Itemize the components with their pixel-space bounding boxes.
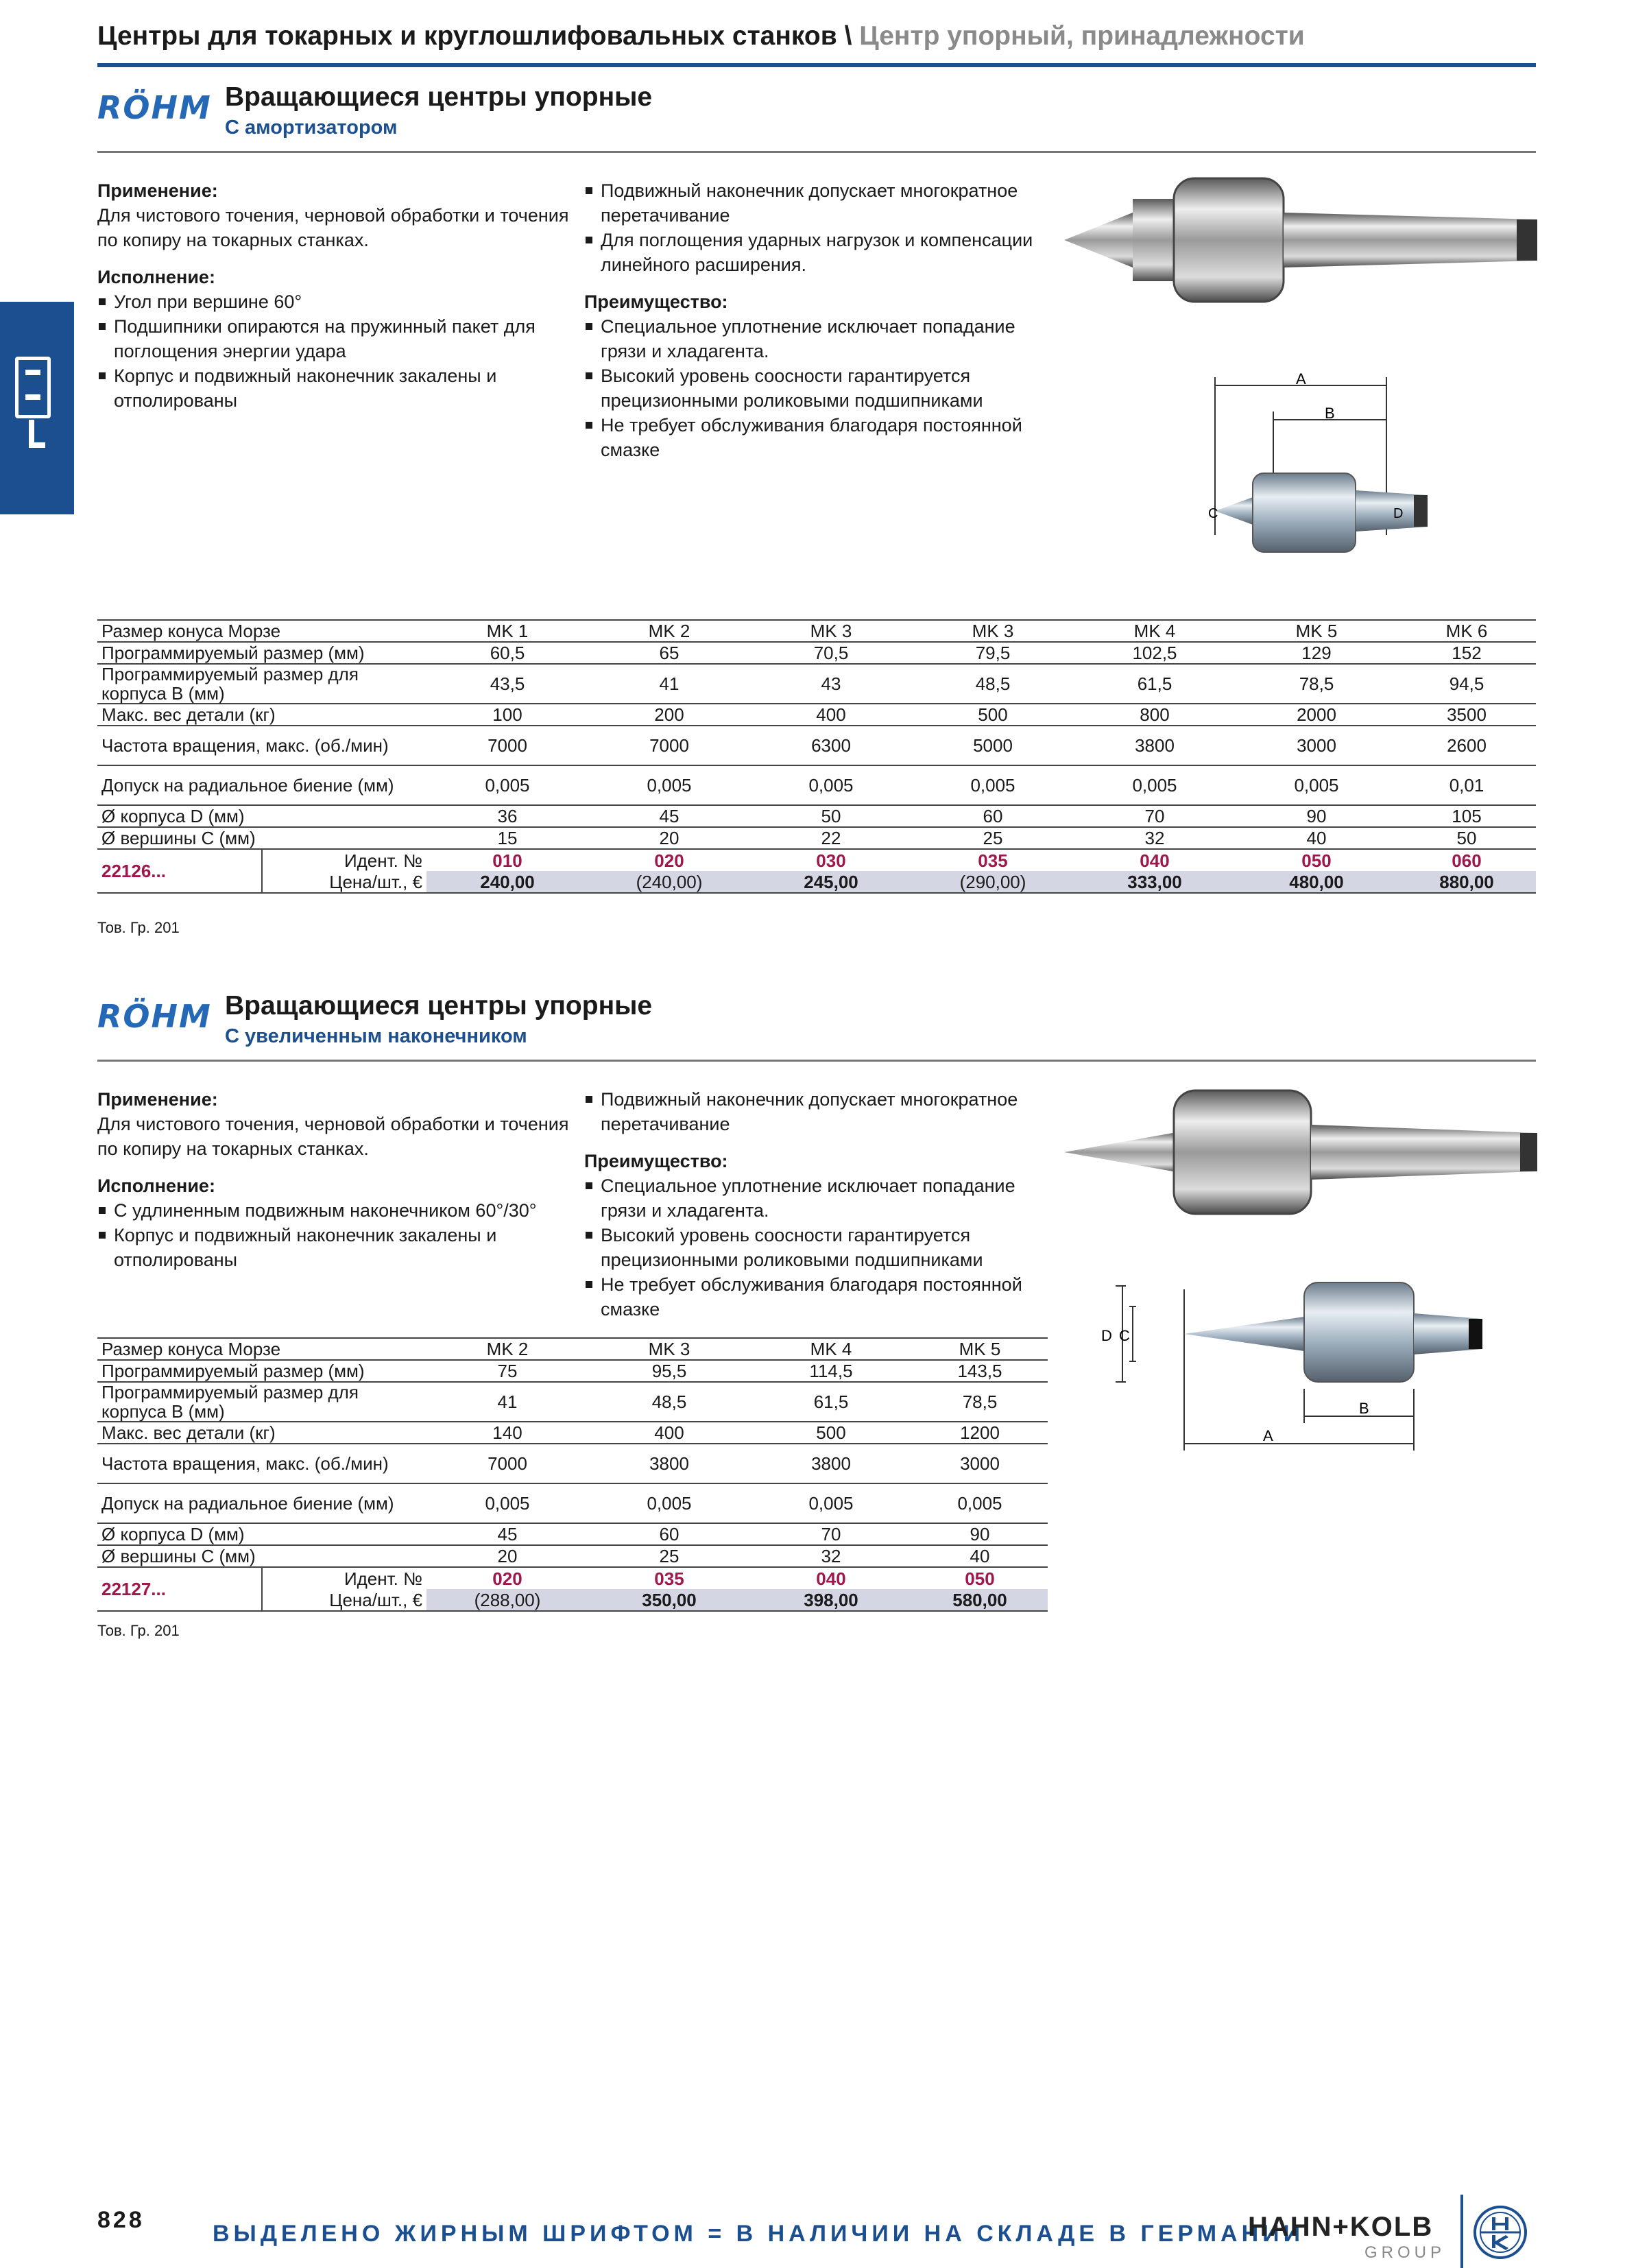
table-cell: 0,005 xyxy=(912,765,1074,805)
list-item: Корпус и подвижный наконечник закалены и отполированы xyxy=(97,363,570,413)
table-cell: 61,5 xyxy=(750,1382,912,1422)
dim-label-c: C xyxy=(1119,1327,1130,1344)
table-row xyxy=(97,664,1536,704)
table-row xyxy=(97,1338,1048,1360)
table-cell: MK 5 xyxy=(912,1338,1048,1360)
row-label: Размер конуса Морзе xyxy=(97,1338,426,1360)
section-subtitle: С увеличенным наконечником xyxy=(225,1025,527,1047)
table-cell: 90 xyxy=(912,1523,1048,1545)
table-cell: 102,5 xyxy=(1074,642,1236,664)
row-label: Макс. вес детали (кг) xyxy=(97,704,426,726)
table-row xyxy=(97,1444,1048,1483)
table-cell: 15 xyxy=(426,827,588,849)
table-cell: 400 xyxy=(750,704,912,726)
list-item: Подвижный наконечник допускает многократное перетачивание xyxy=(584,1087,1050,1136)
spec-table xyxy=(97,1337,1048,1612)
table-cell: MK 2 xyxy=(426,1338,588,1360)
ident-number: 040 xyxy=(1140,850,1170,871)
execution-list xyxy=(97,289,570,413)
list-item: Для поглощения ударных нагрузок и компенсации линейного расширения. xyxy=(584,228,1050,277)
price-value: 245,00 xyxy=(750,871,912,893)
table-cell: 70 xyxy=(1074,805,1236,827)
table-cell: 0,005 xyxy=(1074,765,1236,805)
header-title: Центры для токарных и круглошлифовальных станков xyxy=(97,21,837,51)
row-label: Допуск на радиальное биение (мм) xyxy=(97,1483,426,1523)
price-value: 350,00 xyxy=(588,1589,750,1611)
brand-divider xyxy=(1460,2195,1463,2268)
table-cell: 41 xyxy=(588,664,750,704)
table-cell: 36 xyxy=(426,805,588,827)
table-row xyxy=(97,1422,1048,1444)
price-value: (240,00) xyxy=(588,871,750,893)
table-cell: MK 4 xyxy=(750,1338,912,1360)
dimension-diagram xyxy=(1085,1279,1482,1485)
table-cell: 3000 xyxy=(1236,726,1397,765)
lathe-center-icon xyxy=(15,357,51,418)
table-cell: 0,01 xyxy=(1397,765,1536,805)
table-cell: 100 xyxy=(426,704,588,726)
features-column xyxy=(584,178,1050,462)
ident-label: Идент. № xyxy=(344,850,422,871)
application-heading: Применение: xyxy=(97,180,218,201)
hahn-kolb-logo xyxy=(1248,2212,1446,2262)
table-row xyxy=(97,1523,1048,1545)
dim-label-d: D xyxy=(1393,506,1404,521)
ident-number: 030 xyxy=(816,850,846,871)
ident-row xyxy=(97,1567,1048,1589)
product-group-note: Тов. Гр. 201 xyxy=(97,1622,180,1639)
table-cell: MK 6 xyxy=(1397,620,1536,642)
table-cell: 3000 xyxy=(912,1444,1048,1483)
price-label: Цена/шт., € xyxy=(262,1589,426,1611)
product-group-note: Тов. Гр. 201 xyxy=(97,919,180,936)
list-item: С удлиненным подвижным наконечником 60°/30° xyxy=(97,1198,570,1223)
table-cell: 60 xyxy=(588,1523,750,1545)
execution-list xyxy=(97,1198,570,1272)
row-label: Ø корпуса D (мм) xyxy=(97,805,426,827)
table-cell: 45 xyxy=(426,1523,588,1545)
table-cell: 95,5 xyxy=(588,1360,750,1382)
dim-label-b: B xyxy=(1359,1400,1369,1417)
list-item: Угол при вершине 60° xyxy=(97,289,570,314)
section-divider xyxy=(97,151,1536,153)
table-row xyxy=(97,765,1536,805)
row-label: Размер конуса Морзе xyxy=(97,620,426,642)
table-row xyxy=(97,827,1536,849)
price-value: 580,00 xyxy=(912,1589,1048,1611)
application-column xyxy=(97,1087,570,1272)
ident-number: 040 xyxy=(816,1568,846,1589)
rohm-logo-text: RÖHM xyxy=(97,89,212,126)
table-cell: 48,5 xyxy=(912,664,1074,704)
application-text: Для чистового точения, черновой обработки и точения по копиру на токарных станках. xyxy=(97,205,569,250)
table-cell: MK 5 xyxy=(1236,620,1397,642)
table-cell: 0,005 xyxy=(588,765,750,805)
table-cell: 78,5 xyxy=(912,1382,1048,1422)
price-value: 398,00 xyxy=(750,1589,912,1611)
hk-emblem-icon xyxy=(1473,2205,1528,2260)
page-title xyxy=(97,12,1536,60)
table-cell: 32 xyxy=(1074,827,1236,849)
table-cell: MK 3 xyxy=(588,1338,750,1360)
table-cell: 0,005 xyxy=(750,1483,912,1523)
row-label: Частота вращения, макс. (об./мин) xyxy=(97,726,426,765)
table-cell: 45 xyxy=(588,805,750,827)
product-photo-live-center xyxy=(1064,165,1537,315)
row-label: Макс. вес детали (кг) xyxy=(97,1422,426,1444)
row-label: Ø вершины C (мм) xyxy=(97,827,426,849)
section-shock-absorber xyxy=(97,82,1536,946)
brand-name: HAHN+KOLB xyxy=(1248,2212,1434,2242)
advantage-list xyxy=(584,314,1050,462)
table-cell: 40 xyxy=(1236,827,1397,849)
table-cell: 129 xyxy=(1236,642,1397,664)
table-cell: 2000 xyxy=(1236,704,1397,726)
product-photo-extended-center xyxy=(1064,1077,1537,1228)
table-cell: 0,005 xyxy=(750,765,912,805)
price-value: 480,00 xyxy=(1236,871,1397,893)
table-cell: 32 xyxy=(750,1545,912,1567)
lathe-center-icon-foot xyxy=(29,442,45,448)
section-title: Вращающиеся центры упорные xyxy=(225,82,653,112)
dim-label-a: A xyxy=(1296,370,1306,387)
dim-label-a: A xyxy=(1263,1427,1273,1444)
table-cell: 6300 xyxy=(750,726,912,765)
price-value: 880,00 xyxy=(1397,871,1536,893)
table-cell: 50 xyxy=(750,805,912,827)
table-cell: 61,5 xyxy=(1074,664,1236,704)
table-cell: 20 xyxy=(426,1545,588,1567)
header-separator: \ xyxy=(844,21,852,51)
rohm-logo xyxy=(97,998,213,1035)
ident-row xyxy=(97,849,1536,871)
row-label: Программируемый размер для корпуса B (мм) xyxy=(97,1382,426,1422)
price-label: Цена/шт., € xyxy=(262,871,426,893)
feature-list xyxy=(584,178,1050,277)
table-cell: 48,5 xyxy=(588,1382,750,1422)
table-cell: 50 xyxy=(1397,827,1536,849)
application-column xyxy=(97,178,570,413)
table-row xyxy=(97,620,1536,642)
table-cell: MK 4 xyxy=(1074,620,1236,642)
section-divider xyxy=(97,1060,1536,1062)
table-cell: 0,005 xyxy=(426,1483,588,1523)
table-cell: 3800 xyxy=(1074,726,1236,765)
section-extended-tip xyxy=(97,991,1536,1649)
table-cell: 65 xyxy=(588,642,750,664)
table-row xyxy=(97,1483,1048,1523)
table-cell: 7000 xyxy=(426,1444,588,1483)
table-cell: 152 xyxy=(1397,642,1536,664)
table-cell: 500 xyxy=(750,1422,912,1444)
table-cell: 70 xyxy=(750,1523,912,1545)
rohm-logo xyxy=(97,89,213,126)
table-cell: 94,5 xyxy=(1397,664,1536,704)
table-row xyxy=(97,1382,1048,1422)
row-label: Программируемый размер для корпуса B (мм) xyxy=(97,664,426,704)
dim-label-c: C xyxy=(1208,506,1218,521)
application-text: Для чистового точения, черновой обработки и точения по копиру на токарных станках. xyxy=(97,1114,569,1159)
list-item: Высокий уровень соосности гарантируется прецизионными роликовыми подшипниками xyxy=(584,363,1050,413)
ident-number: 020 xyxy=(654,850,684,871)
advantage-list xyxy=(584,1173,1050,1322)
dimension-diagram xyxy=(1105,370,1434,576)
advantage-heading: Преимущество: xyxy=(584,1151,728,1171)
table-cell: 60 xyxy=(912,805,1074,827)
table-cell: 3500 xyxy=(1397,704,1536,726)
table-cell: 2600 xyxy=(1397,726,1536,765)
table-cell: 114,5 xyxy=(750,1360,912,1382)
ident-number: 035 xyxy=(978,850,1008,871)
table-cell: 75 xyxy=(426,1360,588,1382)
table-cell: 70,5 xyxy=(750,642,912,664)
table-cell: 43,5 xyxy=(426,664,588,704)
table-cell: 3800 xyxy=(588,1444,750,1483)
table-cell: MK 1 xyxy=(426,620,588,642)
table-cell: 7000 xyxy=(426,726,588,765)
table-cell: 200 xyxy=(588,704,750,726)
feature-list xyxy=(584,1087,1050,1136)
ident-number: 050 xyxy=(965,1568,995,1589)
row-label: Программируемый размер (мм) xyxy=(97,1360,426,1382)
table-row xyxy=(97,704,1536,726)
table-cell: 43 xyxy=(750,664,912,704)
price-value: 333,00 xyxy=(1074,871,1236,893)
list-item: Не требует обслуживания благодаря постоянной смазке xyxy=(584,413,1050,462)
execution-heading: Исполнение: xyxy=(97,267,215,287)
header-crumb: Центр упорный, принадлежности xyxy=(859,21,1305,51)
row-label: Ø корпуса D (мм) xyxy=(97,1523,426,1545)
price-value: (288,00) xyxy=(426,1589,588,1611)
table-cell: 143,5 xyxy=(912,1360,1048,1382)
table-cell: 105 xyxy=(1397,805,1536,827)
chapter-side-tab xyxy=(0,302,74,514)
row-label: Ø вершины C (мм) xyxy=(97,1545,426,1567)
list-item: Высокий уровень соосности гарантируется прецизионными роликовыми подшипниками xyxy=(584,1223,1050,1272)
table-cell: 25 xyxy=(912,827,1074,849)
table-cell: 7000 xyxy=(588,726,750,765)
table-cell: 22 xyxy=(750,827,912,849)
row-label: Программируемый размер (мм) xyxy=(97,642,426,664)
ident-number: 050 xyxy=(1301,850,1332,871)
price-value: 240,00 xyxy=(426,871,588,893)
stock-note: ВЫДЕЛЕНО ЖИРНЫМ ШРИФТОМ = В НАЛИЧИИ НА СКЛАДЕ В ГЕРМАНИИ xyxy=(213,2221,1305,2247)
page-header xyxy=(97,12,1536,67)
rohm-logo-text: RÖHM xyxy=(97,998,212,1035)
row-label: Частота вращения, макс. (об./мин) xyxy=(97,1444,426,1483)
table-row xyxy=(97,1545,1048,1567)
table-row xyxy=(97,726,1536,765)
ident-label: Идент. № xyxy=(344,1568,422,1589)
table-cell: 0,005 xyxy=(1236,765,1397,805)
table-cell: 400 xyxy=(588,1422,750,1444)
table-cell: 5000 xyxy=(912,726,1074,765)
execution-heading: Исполнение: xyxy=(97,1175,215,1196)
features-column xyxy=(584,1087,1050,1322)
table-cell: 0,005 xyxy=(588,1483,750,1523)
ident-number: 010 xyxy=(492,850,522,871)
advantage-heading: Преимущество: xyxy=(584,291,728,312)
list-item: Корпус и подвижный наконечник закалены и отполированы xyxy=(97,1223,570,1272)
list-item: Не требует обслуживания благодаря постоянной смазке xyxy=(584,1272,1050,1322)
row-label: Допуск на радиальное биение (мм) xyxy=(97,765,426,805)
article-code: 22126... xyxy=(97,849,262,893)
table-cell: 40 xyxy=(912,1545,1048,1567)
table-cell: 79,5 xyxy=(912,642,1074,664)
table-row xyxy=(97,805,1536,827)
table-cell: 60,5 xyxy=(426,642,588,664)
page-number: 828 xyxy=(97,2207,145,2233)
article-code: 22127... xyxy=(97,1567,262,1611)
table-cell: 41 xyxy=(426,1382,588,1422)
dim-label-b: B xyxy=(1325,405,1335,422)
table-cell: 1200 xyxy=(912,1422,1048,1444)
table-cell: 90 xyxy=(1236,805,1397,827)
brand-group: GROUP xyxy=(1364,2243,1446,2262)
table-cell: MK 2 xyxy=(588,620,750,642)
table-cell: 25 xyxy=(588,1545,750,1567)
ident-number: 020 xyxy=(492,1568,522,1589)
section-title: Вращающиеся центры упорные xyxy=(225,991,653,1020)
application-heading: Применение: xyxy=(97,1089,218,1110)
ident-number: 035 xyxy=(654,1568,684,1589)
list-item: Специальное уплотнение исключает попадание грязи и хладагента. xyxy=(584,1173,1050,1223)
section-subtitle: С амортизатором xyxy=(225,117,398,139)
table-cell: 500 xyxy=(912,704,1074,726)
table-cell: MK 3 xyxy=(912,620,1074,642)
table-row xyxy=(97,1360,1048,1382)
table-cell: 20 xyxy=(588,827,750,849)
table-cell: MK 3 xyxy=(750,620,912,642)
table-cell: 78,5 xyxy=(1236,664,1397,704)
table-cell: 140 xyxy=(426,1422,588,1444)
ident-number: 060 xyxy=(1452,850,1482,871)
table-cell: 0,005 xyxy=(912,1483,1048,1523)
table-cell: 0,005 xyxy=(426,765,588,805)
list-item: Специальное уплотнение исключает попадание грязи и хладагента. xyxy=(584,314,1050,363)
table-cell: 800 xyxy=(1074,704,1236,726)
table-cell: 3800 xyxy=(750,1444,912,1483)
spec-table xyxy=(97,619,1536,894)
dim-label-d: D xyxy=(1101,1327,1112,1344)
price-value: (290,00) xyxy=(912,871,1074,893)
table-row xyxy=(97,642,1536,664)
price-row xyxy=(97,871,1536,893)
list-item: Подшипники опираются на пружинный пакет для поглощения энергии удара xyxy=(97,314,570,363)
list-item: Подвижный наконечник допускает многократное перетачивание xyxy=(584,178,1050,228)
